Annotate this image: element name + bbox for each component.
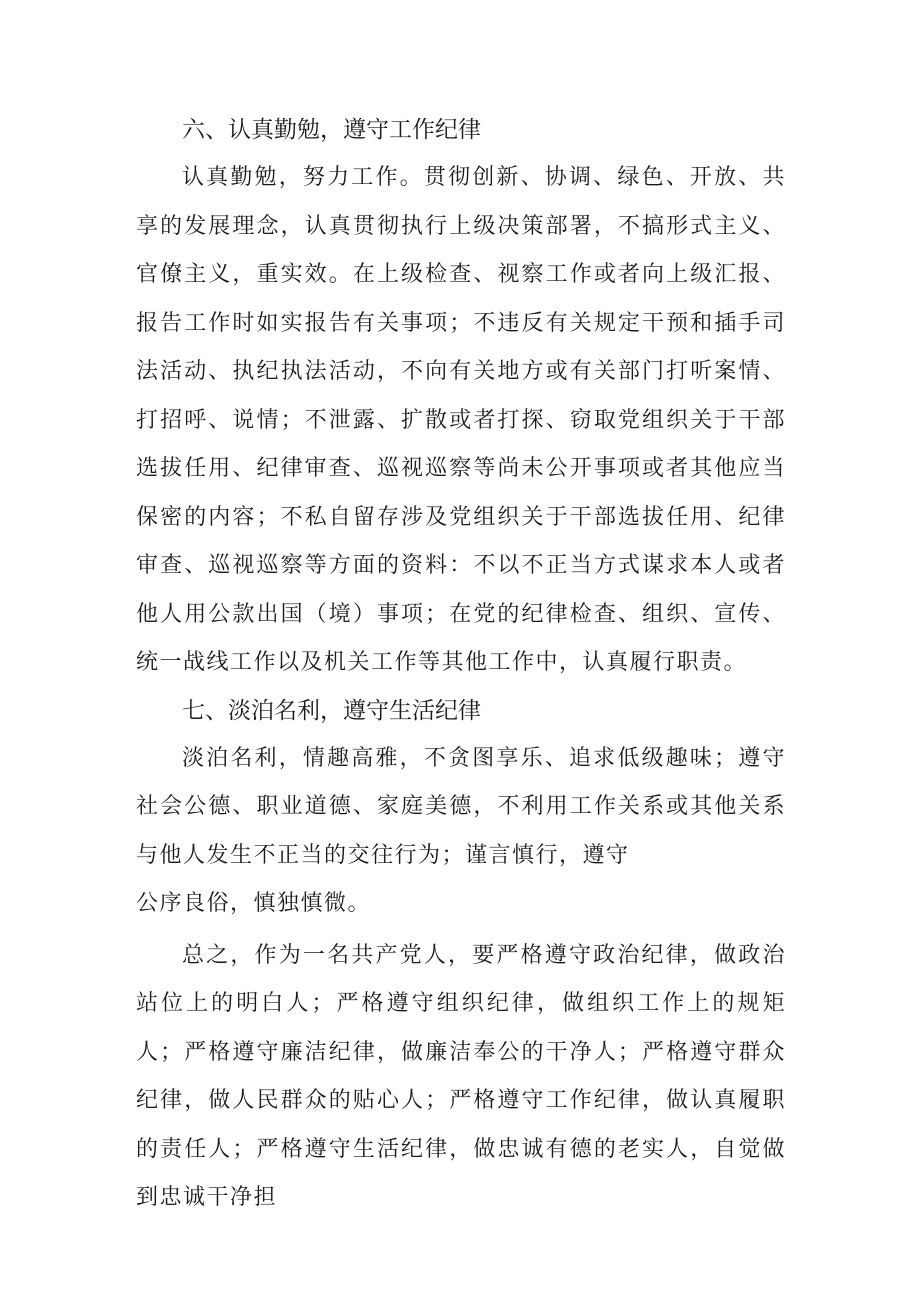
document-content <box>136 108 786 1223</box>
section-6-paragraph: 认真勤勉，努力工作。贯彻创新、协调、绿色、开放、共享的发展理念，认真贯彻执行上级决策部署，不搞形式主义、官僚主义，重实效。在上级检查、视察工作或者向上级汇报、报告工作时如实报告有关事项；不违反有关规定干预和插手司法活动、执纪执法活动，不向有关地方或有关部门打听案情、打招呼、说情；不泄露、扩散或者打探、窃取党组织关于干部选拔任用、纪律审查、巡视巡察等尚未公开事项或者其他应当保密的内容；不私自留存涉及党组织关于干部选拔任用、纪律审查、巡视巡察等方面的资料：不以不正当方式谋求本人或者他人用公款出国（境）事项；在党的纪律检查、组织、宣传、统一战线工作以及机关工作等其他工作中，认真履行职责。 <box>136 165 786 675</box>
section-6-heading: 六、认真勤勉，遵守工作纪律 <box>182 117 481 143</box>
section-7-paragraph <box>136 735 786 929</box>
section-7-paragraph-part1: 淡泊名利，情趣高雅，不贪图享乐、追求低级趣味；遵守社会公德、职业道德、家庭美德，不利用工作关系或其他关系与他人发生不正当的交往行为；谨言慎行，遵守 <box>136 745 786 868</box>
conclusion-paragraph: 总之，作为一名共产党人，要严格遵守政治纪律，做政治站位上的明白人；严格遵守组织纪律，做组织工作上的规矩人；严格遵守廉洁纪律，做廉洁奉公的干净人；严格遵守群众纪律，做人民群众的贴心人；严格遵守工作纪律，做认真履职的责任人；严格遵守生活纪律，做忠诚有德的老实人，自觉做到忠诚干净担 <box>136 942 786 1210</box>
section-7-paragraph-part2: 公序良俗，慎独慎微。 <box>136 891 372 916</box>
section-7-heading: 七、淡泊名利，遵守生活纪律 <box>182 697 481 724</box>
